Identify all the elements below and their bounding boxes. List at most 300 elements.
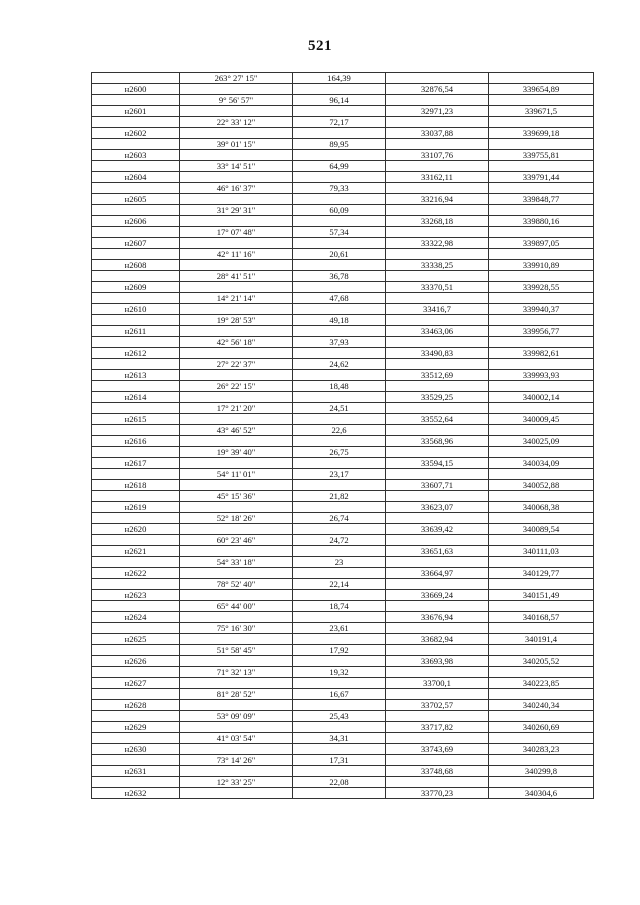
distance-cell [293,150,386,161]
distance-cell [293,722,386,733]
segment-row [92,601,594,612]
point-row [92,788,594,799]
x-cell [386,73,489,84]
segment-row [92,667,594,678]
y-cell [489,601,594,612]
distance-cell [293,282,386,293]
distance-cell [293,106,386,117]
point-cell: н2609 [92,282,180,293]
x-cell: 33651,63 [386,546,489,557]
point-row [92,766,594,777]
x-cell [386,139,489,150]
point-row [92,260,594,271]
angle-cell [180,480,293,491]
angle-cell: 71° 32' 13" [180,667,293,678]
x-cell [386,315,489,326]
segment-row [92,755,594,766]
angle-cell [180,700,293,711]
angle-cell [180,590,293,601]
angle-cell: 9° 56' 57" [180,95,293,106]
point-cell: н2610 [92,304,180,315]
distance-cell [293,568,386,579]
angle-cell: 54° 11' 01" [180,469,293,480]
y-cell: 339791,44 [489,172,594,183]
distance-cell: 23,17 [293,469,386,480]
y-cell: 339699,18 [489,128,594,139]
distance-cell [293,524,386,535]
distance-cell [293,700,386,711]
x-cell: 33216,94 [386,194,489,205]
distance-cell [293,348,386,359]
point-cell [92,337,180,348]
x-cell: 33702,57 [386,700,489,711]
distance-cell: 23,61 [293,623,386,634]
point-row [92,546,594,557]
point-row [92,722,594,733]
x-cell [386,117,489,128]
y-cell [489,755,594,766]
point-cell: н2603 [92,150,180,161]
x-cell [386,227,489,238]
distance-cell [293,436,386,447]
point-cell [92,227,180,238]
angle-cell: 39° 01' 15" [180,139,293,150]
x-cell [386,667,489,678]
y-cell [489,117,594,128]
point-row [92,392,594,403]
x-cell [386,403,489,414]
x-cell: 33529,25 [386,392,489,403]
distance-cell: 64,99 [293,161,386,172]
x-cell [386,381,489,392]
angle-cell [180,766,293,777]
angle-cell: 46° 16' 37" [180,183,293,194]
distance-cell: 164,39 [293,73,386,84]
distance-cell [293,656,386,667]
y-cell: 340299,8 [489,766,594,777]
segment-row [92,425,594,436]
point-row [92,590,594,601]
point-cell: н2630 [92,744,180,755]
segment-row [92,447,594,458]
x-cell: 33107,76 [386,150,489,161]
point-row [92,304,594,315]
y-cell: 340089,54 [489,524,594,535]
point-row [92,678,594,689]
angle-cell: 31° 29' 31" [180,205,293,216]
point-cell [92,161,180,172]
y-cell: 340068,38 [489,502,594,513]
angle-cell: 33° 14' 51" [180,161,293,172]
x-cell [386,601,489,612]
point-cell: н2614 [92,392,180,403]
distance-cell [293,392,386,403]
x-cell: 33490,83 [386,348,489,359]
point-row [92,326,594,337]
distance-cell: 17,92 [293,645,386,656]
distance-cell [293,172,386,183]
point-cell: н2608 [92,260,180,271]
angle-cell: 26° 22' 15" [180,381,293,392]
segment-row [92,381,594,392]
x-cell [386,183,489,194]
distance-cell: 17,31 [293,755,386,766]
y-cell: 340260,69 [489,722,594,733]
y-cell: 340240,34 [489,700,594,711]
x-cell: 33748,68 [386,766,489,777]
angle-cell [180,458,293,469]
x-cell: 33682,94 [386,634,489,645]
x-cell: 33594,15 [386,458,489,469]
angle-cell: 65° 44' 00" [180,601,293,612]
x-cell [386,579,489,590]
distance-cell [293,216,386,227]
x-cell [386,535,489,546]
angle-cell: 45° 15' 36" [180,491,293,502]
x-cell: 33037,88 [386,128,489,139]
x-cell [386,469,489,480]
y-cell [489,271,594,282]
angle-cell: 42° 11' 16" [180,249,293,260]
point-cell [92,271,180,282]
x-cell: 33416,7 [386,304,489,315]
point-row [92,568,594,579]
y-cell: 340002,14 [489,392,594,403]
point-cell: н2621 [92,546,180,557]
distance-cell [293,678,386,689]
point-cell: н2601 [92,106,180,117]
distance-cell: 47,68 [293,293,386,304]
y-cell [489,227,594,238]
x-cell [386,95,489,106]
point-row [92,656,594,667]
angle-cell [180,568,293,579]
angle-cell: 27° 22' 37" [180,359,293,370]
point-row [92,612,594,623]
distance-cell: 16,67 [293,689,386,700]
angle-cell [180,128,293,139]
angle-cell [180,106,293,117]
distance-cell [293,194,386,205]
point-cell [92,535,180,546]
y-cell [489,469,594,480]
x-cell: 32971,23 [386,106,489,117]
y-cell: 340223,85 [489,678,594,689]
angle-cell: 53° 09' 09" [180,711,293,722]
y-cell [489,667,594,678]
angle-cell: 17° 07' 48" [180,227,293,238]
point-cell [92,381,180,392]
point-row [92,502,594,513]
x-cell: 33268,18 [386,216,489,227]
angle-cell: 60° 23' 46" [180,535,293,546]
y-cell [489,249,594,260]
distance-cell: 22,6 [293,425,386,436]
segment-row [92,271,594,282]
y-cell [489,359,594,370]
distance-cell: 34,31 [293,733,386,744]
y-cell [489,711,594,722]
y-cell [489,447,594,458]
angle-cell [180,634,293,645]
x-cell: 33693,98 [386,656,489,667]
point-row [92,480,594,491]
point-row [92,106,594,117]
y-cell: 339956,77 [489,326,594,337]
point-cell: н2620 [92,524,180,535]
distance-cell: 24,72 [293,535,386,546]
point-row [92,238,594,249]
x-cell [386,557,489,568]
y-cell: 340052,88 [489,480,594,491]
y-cell [489,579,594,590]
distance-cell: 36,78 [293,271,386,282]
y-cell [489,161,594,172]
segment-row [92,645,594,656]
y-cell: 339910,89 [489,260,594,271]
x-cell [386,513,489,524]
segment-row [92,315,594,326]
distance-cell: 57,34 [293,227,386,238]
x-cell: 33676,94 [386,612,489,623]
x-cell [386,755,489,766]
point-cell [92,689,180,700]
point-cell: н2619 [92,502,180,513]
distance-cell: 22,14 [293,579,386,590]
y-cell [489,139,594,150]
angle-cell [180,370,293,381]
segment-row [92,359,594,370]
distance-cell [293,766,386,777]
y-cell [489,535,594,546]
angle-cell: 75° 16' 30" [180,623,293,634]
point-row [92,84,594,95]
y-cell: 340191,4 [489,634,594,645]
x-cell [386,447,489,458]
distance-cell [293,546,386,557]
point-row [92,700,594,711]
point-cell: н2622 [92,568,180,579]
y-cell [489,403,594,414]
point-cell [92,73,180,84]
point-row [92,458,594,469]
point-row [92,128,594,139]
point-cell: н2605 [92,194,180,205]
y-cell: 340034,09 [489,458,594,469]
point-cell [92,315,180,326]
angle-cell: 22° 33' 12" [180,117,293,128]
point-cell: н2624 [92,612,180,623]
segment-row [92,777,594,788]
x-cell [386,777,489,788]
segment-row [92,733,594,744]
point-row [92,194,594,205]
angle-cell [180,678,293,689]
point-cell [92,513,180,524]
angle-cell: 43° 46' 52" [180,425,293,436]
point-row [92,150,594,161]
x-cell: 33664,97 [386,568,489,579]
point-cell: н2607 [92,238,180,249]
point-cell [92,139,180,150]
distance-cell [293,84,386,95]
y-cell [489,95,594,106]
distance-cell [293,590,386,601]
distance-cell: 20,61 [293,249,386,260]
distance-cell [293,458,386,469]
x-cell [386,711,489,722]
angle-cell: 17° 21' 20" [180,403,293,414]
segment-row [92,337,594,348]
distance-cell: 19,32 [293,667,386,678]
x-cell: 33623,07 [386,502,489,513]
point-row [92,634,594,645]
point-cell [92,403,180,414]
y-cell: 339880,16 [489,216,594,227]
y-cell [489,733,594,744]
x-cell: 33370,51 [386,282,489,293]
distance-cell: 18,48 [293,381,386,392]
segment-row [92,403,594,414]
segment-row [92,227,594,238]
y-cell: 339982,61 [489,348,594,359]
x-cell [386,689,489,700]
y-cell [489,381,594,392]
point-cell: н2626 [92,656,180,667]
y-cell [489,777,594,788]
y-cell: 339897,05 [489,238,594,249]
y-cell [489,205,594,216]
segment-row [92,469,594,480]
point-cell: н2600 [92,84,180,95]
x-cell [386,271,489,282]
distance-cell: 24,62 [293,359,386,370]
x-cell: 33770,23 [386,788,489,799]
angle-cell: 73° 14' 26" [180,755,293,766]
point-cell [92,579,180,590]
segment-row [92,161,594,172]
point-cell [92,777,180,788]
distance-cell [293,634,386,645]
y-cell: 340111,03 [489,546,594,557]
distance-cell: 37,93 [293,337,386,348]
y-cell: 339654,89 [489,84,594,95]
angle-cell [180,392,293,403]
point-cell: н2615 [92,414,180,425]
x-cell: 33162,11 [386,172,489,183]
segment-row [92,95,594,106]
point-cell [92,557,180,568]
angle-cell [180,656,293,667]
y-cell [489,557,594,568]
x-cell [386,205,489,216]
segment-row [92,623,594,634]
angle-cell: 12° 33' 25" [180,777,293,788]
y-cell [489,183,594,194]
x-cell [386,359,489,370]
distance-cell [293,744,386,755]
distance-cell: 79,33 [293,183,386,194]
distance-cell: 23 [293,557,386,568]
point-cell: н2625 [92,634,180,645]
x-cell: 33717,82 [386,722,489,733]
distance-cell: 72,17 [293,117,386,128]
angle-cell [180,788,293,799]
x-cell: 33669,24 [386,590,489,601]
coordinates-table-body [92,73,594,799]
point-row [92,524,594,535]
distance-cell: 26,74 [293,513,386,524]
point-cell [92,425,180,436]
point-cell: н2629 [92,722,180,733]
point-row [92,172,594,183]
y-cell: 340025,09 [489,436,594,447]
point-cell [92,95,180,106]
y-cell: 339671,5 [489,106,594,117]
angle-cell [180,282,293,293]
distance-cell [293,260,386,271]
angle-cell: 54° 33' 18" [180,557,293,568]
distance-cell [293,370,386,381]
y-cell [489,491,594,502]
x-cell [386,733,489,744]
y-cell [489,645,594,656]
distance-cell: 89,95 [293,139,386,150]
distance-cell [293,238,386,249]
point-cell [92,667,180,678]
distance-cell [293,128,386,139]
x-cell: 32876,54 [386,84,489,95]
angle-cell: 42° 56' 18" [180,337,293,348]
x-cell: 33700,1 [386,678,489,689]
distance-cell: 49,18 [293,315,386,326]
angle-cell [180,304,293,315]
y-cell: 339940,37 [489,304,594,315]
point-cell: н2631 [92,766,180,777]
x-cell [386,623,489,634]
angle-cell [180,84,293,95]
point-cell [92,601,180,612]
x-cell: 33743,69 [386,744,489,755]
y-cell: 340283,23 [489,744,594,755]
distance-cell: 26,75 [293,447,386,458]
point-cell: н2611 [92,326,180,337]
point-cell [92,205,180,216]
y-cell [489,293,594,304]
angle-cell [180,744,293,755]
angle-cell [180,348,293,359]
distance-cell [293,612,386,623]
segment-row [92,491,594,502]
point-cell [92,491,180,502]
x-cell: 33639,42 [386,524,489,535]
segment-row [92,513,594,524]
point-cell [92,447,180,458]
distance-cell: 96,14 [293,95,386,106]
angle-cell: 81° 28' 52" [180,689,293,700]
segment-row [92,293,594,304]
angle-cell [180,612,293,623]
x-cell [386,293,489,304]
x-cell [386,249,489,260]
y-cell: 339848,77 [489,194,594,205]
point-cell [92,249,180,260]
angle-cell: 52° 18' 26" [180,513,293,524]
x-cell [386,645,489,656]
distance-cell [293,788,386,799]
point-cell: н2606 [92,216,180,227]
y-cell [489,513,594,524]
